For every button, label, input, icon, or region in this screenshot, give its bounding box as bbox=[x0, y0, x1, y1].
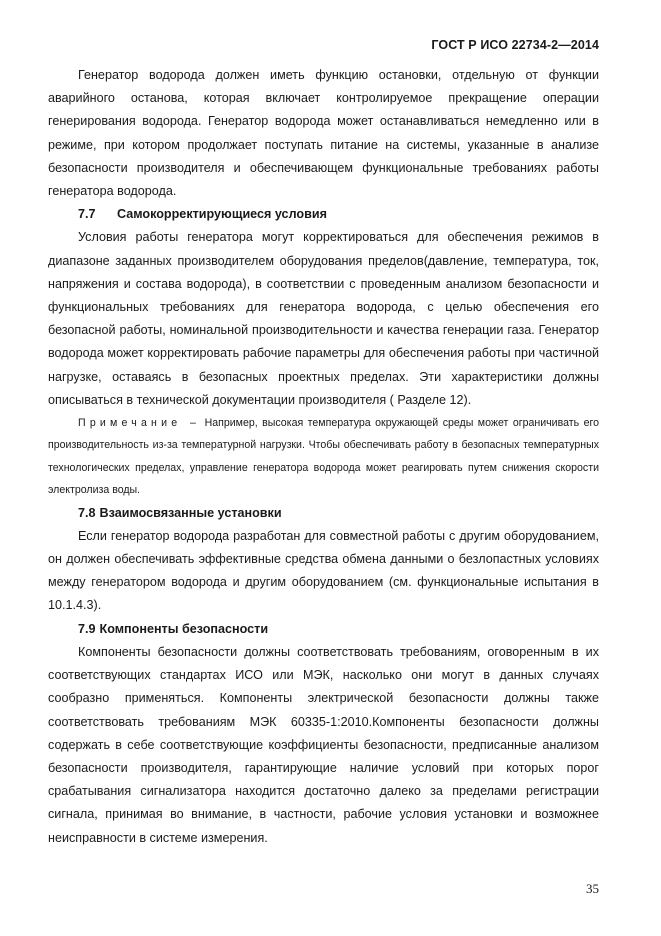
section-heading-7-8 bbox=[48, 502, 599, 525]
document-body bbox=[48, 64, 599, 850]
document-header: ГОСТ Р ИСО 22734-2—2014 bbox=[431, 38, 599, 52]
section-title: Взаимосвязанные установки bbox=[99, 505, 282, 520]
section-heading-7-7 bbox=[48, 203, 599, 226]
paragraph-safety-components: Компоненты безопасности должны соответствовать требованиям, оговоренным в их соответствующих стандартах ИСО или МЭК, насколько они могут в данных случаях сообразно применяться. Компоненты электрической безопасности должны также соответствовать требованиям МЭК 60335-1:2010.Компоненты безопасности должны содержать в себе соответствующие коэффициенты безопасности, предписанные анализом безопасности производителя, гарантирующие наличие условий при которых порог срабатывания сигнализатора находится достаточно далеко за пределами регистрации сигнала, принимая во внимание, в частности, рабочие условия установки и возможнее неисправности в системе измерения. bbox=[48, 644, 599, 845]
section-number: 7.9 bbox=[78, 621, 96, 636]
section-number: 7.8 bbox=[78, 505, 96, 520]
paragraph-self-correcting: Условия работы генератора могут корректироваться для обеспечения режимов в диапазоне заданных производителем оборудования пределов(давление, температура, ток, напряжения и состава водорода), в соответствии с проведенным анализом безопасности и функциональных требованиях для генератора водорода, с целью обеспечения его безопасной работы, номинальной производительности и качества генерации газа. Генератор водорода может корректировать рабочие параметры для обеспечения работы при частичной нагрузке, оставаясь в безопасных проектных пределах. Эти характеристики должны описываться в технической документации производителя ( Разделе 12). bbox=[48, 230, 599, 407]
section-heading-7-9 bbox=[48, 618, 599, 641]
note-paragraph bbox=[48, 412, 599, 502]
section-title: Самокорректирующиеся условия bbox=[117, 207, 327, 222]
section-number: 7.7 bbox=[78, 207, 96, 222]
note-label: Примечание – bbox=[78, 417, 201, 430]
paragraph-interconnected: Если генератор водорода разработан для совместной работы с другим оборудованием, он должен обеспечивать эффективные средства обмена данными о безлопастных условиях между генератором водорода и другим оборудованием (см. функциональные испытания в 10.1.4.3). bbox=[48, 528, 599, 613]
note-text: Например, высокая температура окружающей среды может ограничивать его производительность из-за температурной нагрузки. Чтобы обеспечивать работу в безопасных температурных технологических пределах, управление генератора водорода может реагировать путем снижения скорости электролиза воды. bbox=[48, 417, 599, 497]
page-number: 35 bbox=[586, 881, 599, 896]
paragraph-shutdown: Генератор водорода должен иметь функцию остановки, отдельную от функции аварийного останова, которая включает контролируемое прекращение операции генерирования водорода. Генератор водорода может останавливаться немедленно или в режиме, при котором продолжает поступать питание на системы, указанные в анализе безопасности производителя и обеспечивающем функциональные требованиях работы генератора водорода. bbox=[48, 68, 599, 199]
section-title: Компоненты безопасности bbox=[99, 621, 269, 636]
